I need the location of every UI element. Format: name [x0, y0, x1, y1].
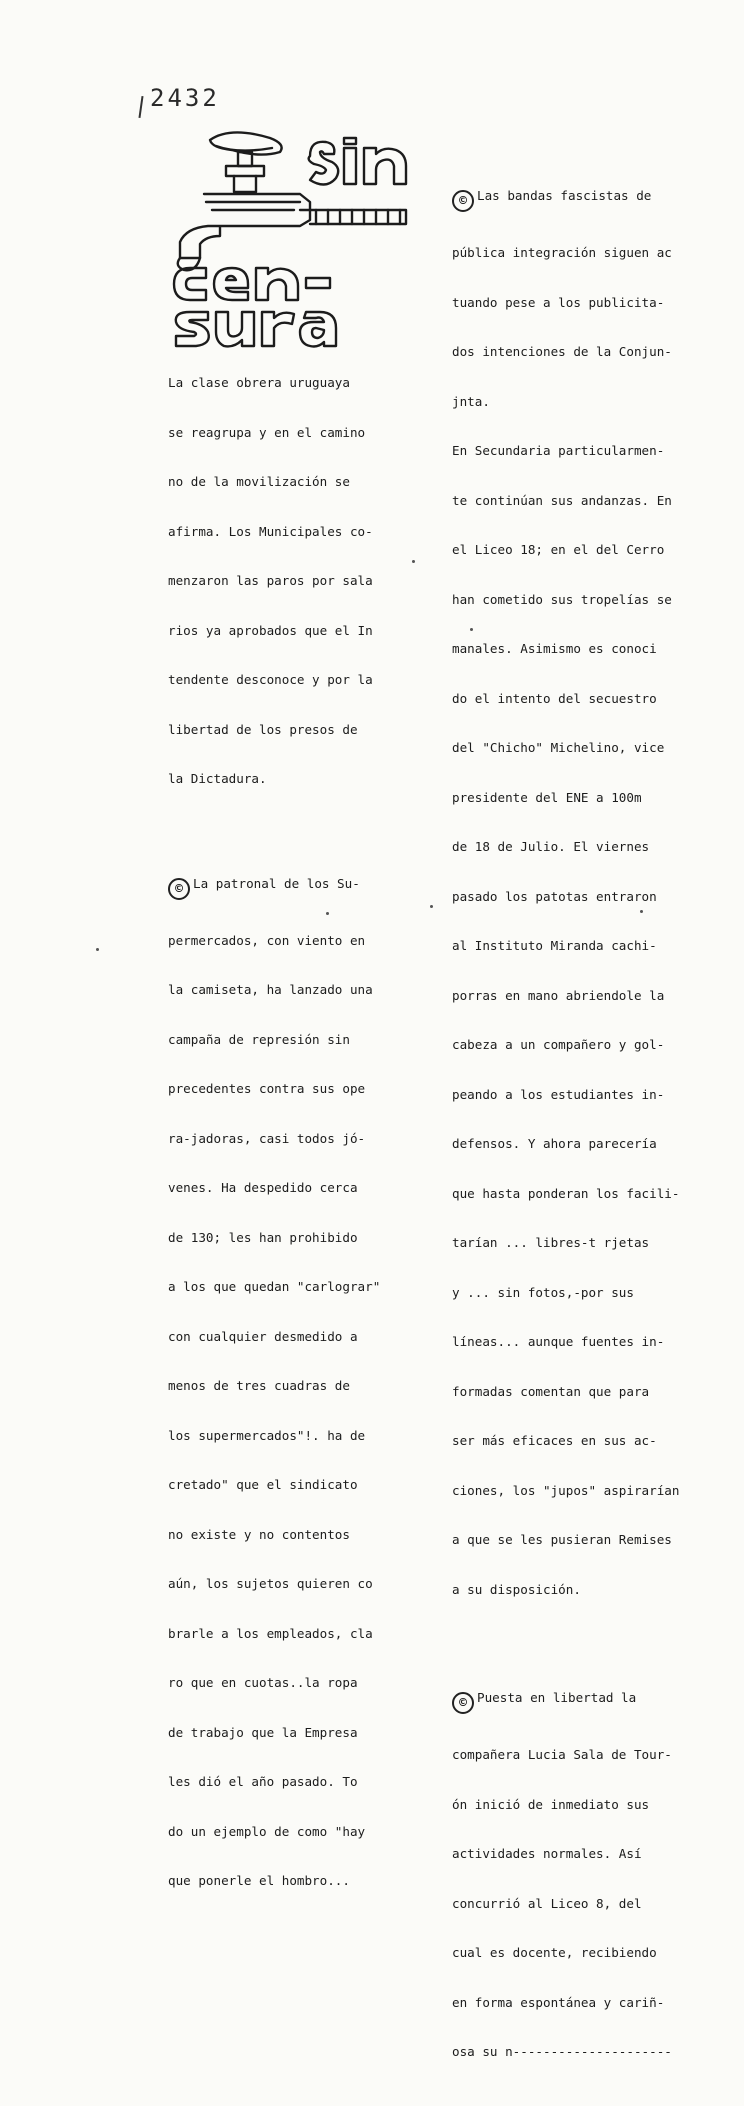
scan-speck: [430, 905, 433, 908]
text-line: jnta.: [452, 393, 490, 409]
text-line: tuando pese a los publicita-: [452, 294, 665, 310]
text-line: brarle a los empleados, cla: [168, 1625, 373, 1641]
text-line: venes. Ha despedido cerca: [168, 1180, 358, 1195]
scan-speck: [470, 628, 473, 631]
circle-bullet-icon: ©: [452, 1692, 474, 1714]
article-lucia-sala: [452, 1657, 712, 2094]
article-supermercados: [168, 843, 436, 1923]
text-line: líneas... aunque fuentes in-: [452, 1334, 665, 1349]
text-line: osa su n---------------------: [452, 2044, 672, 2059]
circle-bullet-icon: ©: [168, 878, 190, 900]
text-line: no de la movilización se: [168, 474, 350, 489]
text-line: pública integración siguen ac: [452, 245, 672, 260]
text-line: ro que en cuotas..la ropa: [168, 1675, 358, 1690]
text-line: al Instituto Miranda cachi-: [452, 938, 657, 953]
article-municipales: [168, 342, 436, 821]
text-line: aún, los sujetos quieren co: [168, 1576, 373, 1591]
circle-bullet-icon: ©: [452, 190, 474, 212]
margin-mark: [138, 96, 143, 118]
text-line: peando a los estudiantes in-: [452, 1086, 665, 1102]
text-line: se reagrupa y en el camino: [168, 424, 366, 440]
right-column: [452, 155, 712, 2106]
text-line: a su disposición.: [452, 1581, 581, 1597]
text-line: © La patronal de los Su-: [168, 876, 436, 900]
sin-censura-logo: [160, 118, 420, 348]
text-line: en forma espontánea y cariñ-: [452, 1994, 665, 2010]
text-line: cretado" que el sindicato: [168, 1477, 358, 1492]
text-line: a los que quedan "carlograr": [168, 1279, 381, 1294]
text-line: la Dictadura.: [168, 771, 267, 786]
article-bandas-fascistas: [452, 155, 712, 1631]
text-line: compañera Lucia Sala de Tour-: [452, 1747, 672, 1762]
text-line: ser más eficaces en sus ac-: [452, 1433, 657, 1448]
text-line: les dió el año pasado. To: [168, 1774, 358, 1789]
scan-speck: [640, 910, 643, 913]
text-line: manales. Asimismo es conoci: [452, 641, 657, 656]
text-line: la camiseta, ha lanzado una: [168, 982, 373, 997]
text-line: menzaron las paros por sala: [168, 573, 373, 588]
text-line: de 130; les han prohibido: [168, 1229, 358, 1245]
scan-speck: [326, 912, 329, 915]
text-line: afirma. Los Municipales co-: [168, 523, 373, 539]
text-line: ón inició de inmediato sus: [452, 1796, 650, 1812]
text-line: libertad de los presos de: [168, 721, 358, 737]
faucet-logo-graphic: [160, 118, 420, 348]
text-line: La clase obrera uruguaya: [168, 375, 350, 390]
text-line: En Secundaria particularmen-: [452, 443, 665, 458]
text-line: permercados, con viento en: [168, 932, 366, 948]
text-line: de 18 de Julio. El viernes: [452, 839, 650, 854]
text-line: pasado los patotas entraron: [452, 888, 657, 904]
text-line: defensos. Y ahora parecería: [452, 1136, 657, 1151]
text-line: formadas comentan que para: [452, 1383, 650, 1399]
scan-speck: [96, 948, 99, 951]
text-line: actividades normales. Así: [452, 1846, 642, 1861]
text-line: do el intento del secuestro: [452, 690, 657, 706]
text-line: del "Chicho" Michelino, vice: [452, 740, 665, 755]
text-line: y ... sin fotos,-por sus: [452, 1284, 634, 1300]
text-line: ra-jadoras, casi todos jó-: [168, 1130, 366, 1146]
text-line: © Puesta en libertad la: [452, 1690, 712, 1714]
text-line: tendente desconoce y por la: [168, 672, 373, 687]
text-line: menos de tres cuadras de: [168, 1378, 350, 1393]
text-line: que hasta ponderan los facili-: [452, 1185, 680, 1201]
text-line: porras en mano abriendole la: [452, 987, 665, 1003]
text-line: tarían ... libres-t rjetas: [452, 1235, 650, 1250]
page-number: 2432: [150, 84, 220, 112]
text-line: concurrió al Liceo 8, del: [452, 1895, 642, 1911]
text-line: rios ya aprobados que el In: [168, 622, 373, 638]
text-line: precedentes contra sus ope: [168, 1081, 366, 1096]
text-line: que ponerle el hombro...: [168, 1873, 350, 1888]
text-line: han cometido sus tropelías se: [452, 591, 672, 607]
text-line: do un ejemplo de como "hay: [168, 1823, 366, 1839]
text-line: © Las bandas fascistas de: [452, 188, 712, 212]
text-line: ciones, los "jupos" aspirarían: [452, 1482, 680, 1498]
text-line: no existe y no contentos: [168, 1526, 350, 1542]
text-line: campaña de represión sin: [168, 1031, 350, 1047]
text-line: de trabajo que la Empresa: [168, 1724, 358, 1740]
text-line: los supermercados"!. ha de: [168, 1427, 366, 1443]
left-column: [168, 342, 436, 1935]
text-line: cual es docente, recibiendo: [452, 1945, 657, 1960]
text-line: a que se les pusieran Remises: [452, 1532, 672, 1547]
text-line: cabeza a un compañero y gol-: [452, 1037, 665, 1052]
text-line: dos intenciones de la Conjun-: [452, 344, 672, 359]
text-line: te continúan sus andanzas. En: [452, 492, 672, 508]
scan-speck: [412, 560, 415, 563]
text-line: el Liceo 18; en el del Cerro: [452, 542, 665, 557]
text-line: presidente del ENE a 100m: [452, 789, 642, 805]
text-line: con cualquier desmedido a: [168, 1328, 358, 1344]
